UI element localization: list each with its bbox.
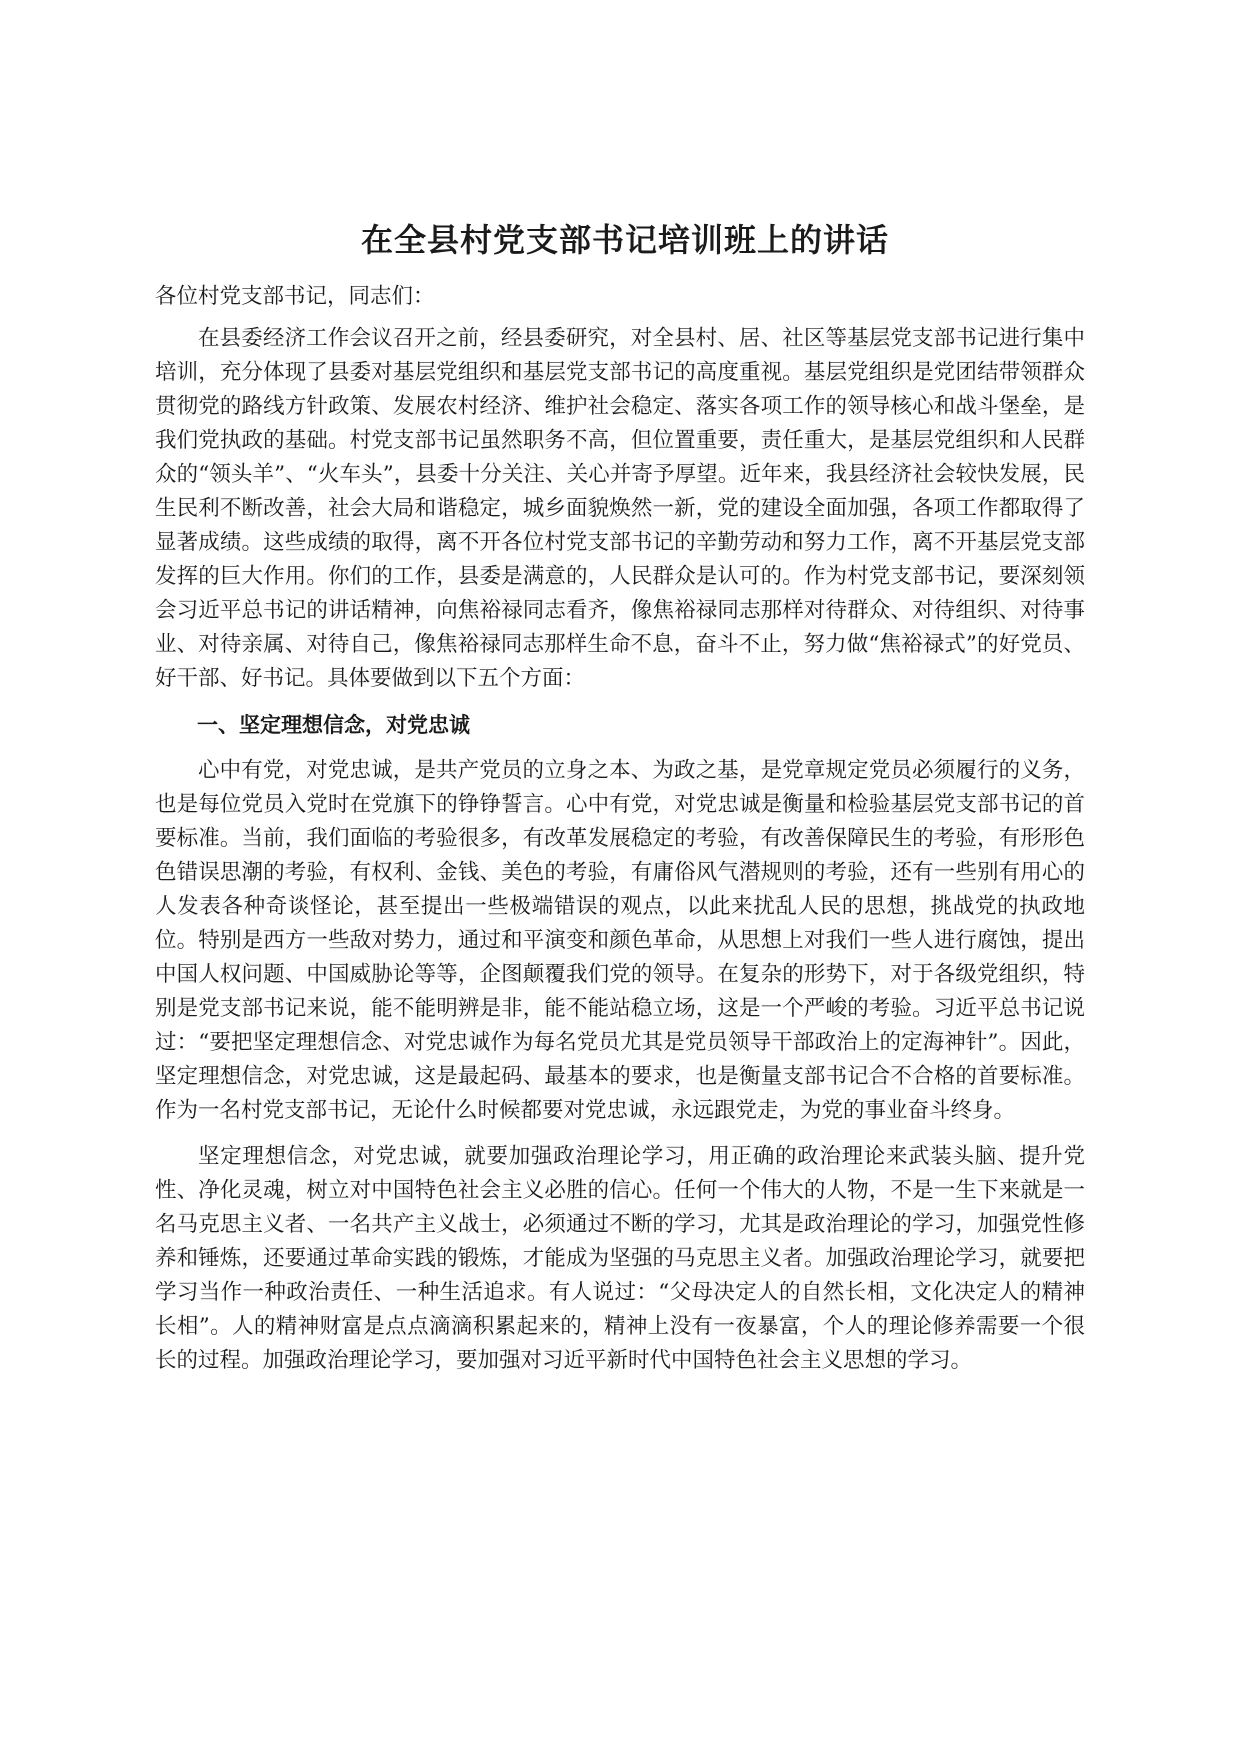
document-page: [155, 218, 1085, 1390]
intro-paragraph: 在县委经济工作会议召开之前，经县委研究，对全县村、居、社区等基层党支部书记进行集中培训，充分体现了县委对基层党组织和基层党支部书记的高度重视。基层党组织是党团结带领群众贯彻党的路线方针政策、发展农村经济、维护社会稳定、落实各项工作的领导核心和战斗堡垒，是我们党执政的基础。村党支部书记虽然职务不高，但位置重要，责任重大，是基层党组织和人民群众的“领头羊”、“火车头”，县委十分关注、关心并寄予厚望。近年来，我县经济社会较快发展，民生民利不断改善，社会大局和谐稳定，城乡面貌焕然一新，党的建设全面加强，各项工作都取得了显著成绩。这些成绩的取得，离不开各位村党支部书记的辛勤劳动和努力工作，离不开基层党支部发挥的巨大作用。你们的工作，县委是满意的，人民群众是认可的。作为村党支部书记，要深刻领会习近平总书记的讲话精神，向焦裕禄同志看齐，像焦裕禄同志那样对待群众、对待组织、对待事业、对待亲属、对待自己，像焦裕禄同志那样生命不息，奋斗不止，努力做“焦裕禄式”的好党员、好干部、好书记。具体要做到以下五个方面：: [155, 326, 1085, 691]
document-title: 在全县村党支部书记培训班上的讲话: [360, 221, 889, 259]
section1-paragraph-2: 坚定理想信念，对党忠诚，就要加强政治理论学习，用正确的政治理论来武装头脑、提升党性、净化灵魂，树立对中国特色社会主义必胜的信心。任何一个伟大的人物，不是一生下来就是一名马克思主义者、一名共产主义战士，必须通过不断的学习，尤其是政治理论的学习，加强党性修养和锤炼，还要通过革命实践的锻炼，才能成为坚强的马克思主义者。加强政治理论学习，就要把学习当作一种政治责任、一种生活追求。有人说过：“父母决定人的自然长相，文化决定人的精神长相”。人的精神财富是点点滴滴积累起来的，精神上没有一夜暴富，个人的理论修养需要一个很长的过程。加强政治理论学习，要加强对习近平新时代中国特色社会主义思想的学习。: [155, 1144, 1085, 1373]
section1-paragraph-1: 心中有党，对党忠诚，是共产党员的立身之本、为政之基，是党章规定党员必须履行的义务，也是每位党员入党时在党旗下的铮铮誓言。心中有党，对党忠诚是衡量和检验基层党支部书记的首要标准。当前，我们面临的考验很多，有改革发展稳定的考验，有改善保障民生的考验，有形形色色错误思潮的考验，有权利、金钱、美色的考验，有庸俗风气潜规则的考验，还有一些别有用心的人发表各种奇谈怪论，甚至提出一些极端错误的观点，以此来扰乱人民的思想，挑战党的执政地位。特别是西方一些敌对势力，通过和平演变和颜色革命，从思想上对我们一些人进行腐蚀，提出中国人权问题、中国威胁论等等，企图颠覆我们党的领导。在复杂的形势下，对于各级党组织，特别是党支部书记来说，能不能明辨是非，能不能站稳立场，这是一个严峻的考验。习近平总书记说过：“要把坚定理想信念、对党忠诚作为每名党员尤其是党员领导干部政治上的定海神针”。因此，坚定理想信念，对党忠诚，这是最起码、最基本的要求，也是衡量支部书记合不合格的首要标准。作为一名村党支部书记，无论什么时候都要对党忠诚，永远跟党走，为党的事业奋斗终身。: [155, 758, 1085, 1123]
salutation: 各位村党支部书记，同志们：: [155, 284, 435, 309]
section-heading-1: 一、坚定理想信念，对党忠诚: [197, 713, 470, 737]
